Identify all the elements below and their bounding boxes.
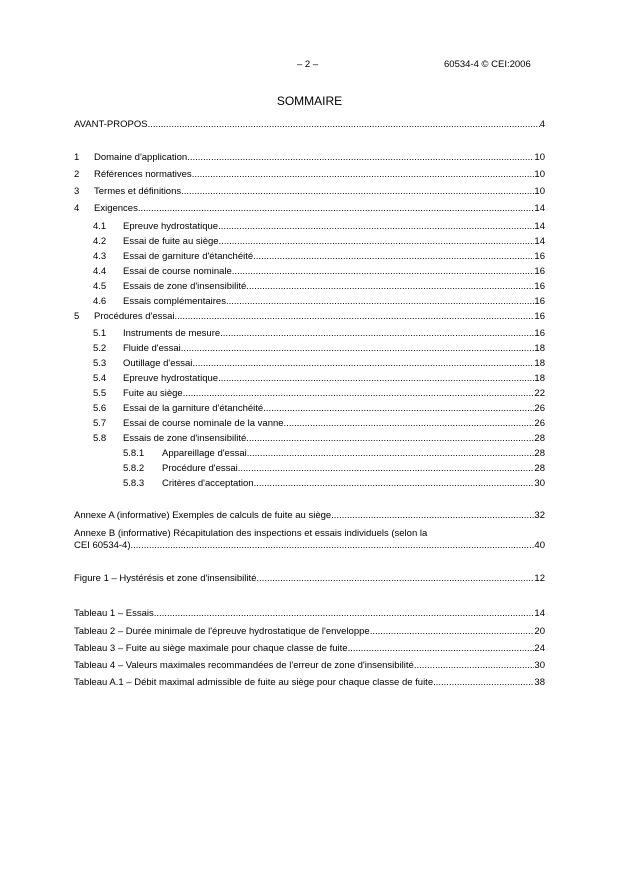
- toc-entry[interactable]: [93, 343, 545, 355]
- toc-entry-number: 5.8: [93, 433, 107, 444]
- toc-entry-number: 5: [74, 311, 80, 322]
- leader-dots: [247, 448, 535, 460]
- toc-entry-label: Epreuve hydrostatique: [123, 221, 219, 232]
- toc-entry[interactable]: [123, 448, 545, 460]
- toc-entry-label: Figure 1 – Hystérésis et zone d'insensibilité: [74, 573, 257, 584]
- toc-entry-label: Annexe B (informative) Récapitulation des inspections et essais individuels (selon la: [74, 528, 428, 539]
- toc-entry-page: 28: [534, 433, 545, 444]
- toc-entry-label: Fluide d'essai: [123, 343, 181, 354]
- toc-entry[interactable]: [93, 403, 545, 415]
- leader-dots: [370, 626, 535, 638]
- toc-entry-table[interactable]: [74, 643, 545, 655]
- toc-entry-number: 5.1: [93, 328, 107, 339]
- toc-entry-label: Essais de zone d'insensibilité: [123, 433, 247, 444]
- toc-entry[interactable]: [93, 433, 545, 445]
- toc-entry-number: 5.8.2: [123, 463, 145, 474]
- leader-dots: [246, 433, 534, 445]
- toc-entry[interactable]: [93, 221, 545, 233]
- toc-entry-number: 4: [74, 203, 80, 214]
- toc-entry-page: 40: [534, 540, 545, 551]
- toc-entry-page: 16: [534, 296, 545, 307]
- toc-entry[interactable]: [74, 203, 545, 215]
- toc-entry-annex-a[interactable]: [74, 510, 545, 522]
- toc-entry-page: 28: [534, 463, 545, 474]
- toc-entry-page: 20: [534, 626, 545, 637]
- toc-entry[interactable]: [93, 236, 545, 248]
- toc-entry[interactable]: [93, 296, 545, 308]
- toc-entry[interactable]: [93, 388, 545, 400]
- leader-dots: [348, 643, 535, 655]
- toc-entry-page: 16: [534, 328, 545, 339]
- toc-entry-label: Fuite au siège: [123, 388, 183, 399]
- toc-entry-page: 18: [534, 343, 545, 354]
- toc-entry-number: 5.8.3: [123, 478, 145, 489]
- toc-entry[interactable]: [93, 266, 545, 278]
- toc-entry-table[interactable]: [74, 677, 545, 689]
- toc-entry-page: 38: [534, 677, 545, 688]
- toc-entry-label: AVANT-PROPOS: [74, 119, 148, 130]
- leader-dots: [131, 540, 535, 552]
- toc-entry-page: 14: [534, 221, 545, 232]
- toc-entry-label: Outillage d'essai: [123, 358, 193, 369]
- leader-dots: [148, 119, 540, 131]
- toc-entry-table[interactable]: [74, 626, 545, 638]
- leader-dots: [218, 373, 534, 385]
- leader-dots: [181, 343, 535, 355]
- toc-entry-number: 5.5: [93, 388, 107, 399]
- toc-entry-label: Tableau 3 – Fuite au siège maximale pour chaque classe de fuite: [74, 643, 348, 654]
- toc-entry[interactable]: [74, 186, 545, 198]
- toc-entry-page: 16: [534, 281, 545, 292]
- toc-entry-avant-propos[interactable]: [74, 119, 545, 131]
- leader-dots: [232, 266, 535, 278]
- toc-entry[interactable]: [123, 478, 545, 490]
- toc-entry-label: Essai de course nominale de la vanne: [123, 418, 284, 429]
- leader-dots: [433, 677, 534, 689]
- toc-entry-page: 14: [534, 608, 545, 619]
- toc-entry-number: 1: [74, 152, 80, 163]
- toc-entry-label: Domaine d'application: [94, 152, 188, 163]
- toc-entry-label: Critères d'acceptation: [162, 478, 254, 489]
- toc-entry[interactable]: [93, 373, 545, 385]
- leader-dots: [192, 169, 535, 181]
- leader-dots: [181, 186, 534, 198]
- toc-entry-label-line2: CEI 60534-4): [74, 540, 131, 551]
- toc-entry-label: Annexe A (informative) Exemples de calculs de fuite au siège: [74, 510, 332, 521]
- toc-entry-label: Essais de zone d'insensibilité: [123, 281, 247, 292]
- toc-entry-label: Tableau 1 – Essais: [74, 608, 154, 619]
- toc-entry[interactable]: [74, 311, 545, 323]
- toc-entry[interactable]: [74, 152, 545, 164]
- leader-dots: [175, 311, 535, 323]
- toc-entry-label: Procédures d'essai: [94, 311, 175, 322]
- toc-entry-figure[interactable]: [74, 573, 545, 585]
- toc-entry-number: 5.4: [93, 373, 107, 384]
- toc-entry-table[interactable]: [74, 608, 545, 620]
- leader-dots: [414, 660, 535, 672]
- toc-entry-page: 14: [534, 236, 545, 247]
- toc-entry[interactable]: [93, 358, 545, 370]
- leader-dots: [220, 328, 534, 340]
- toc-entry-page: 10: [534, 169, 545, 180]
- toc-entry-page: 30: [534, 478, 545, 489]
- toc-entry-label: Tableau 4 – Valeurs maximales recommandées de l'erreur de zone d'insensibilité: [74, 660, 414, 671]
- toc-entry-number: 4.5: [93, 281, 107, 292]
- toc-entry-page: 4: [539, 119, 545, 130]
- toc-entry-page: 24: [534, 643, 545, 654]
- toc-entry-number: 4.1: [93, 221, 107, 232]
- toc-entry-page: 16: [534, 251, 545, 262]
- toc-entry-label: Instruments de mesure: [123, 328, 221, 339]
- leader-dots: [263, 403, 534, 415]
- page-number: – 2 –: [297, 59, 319, 70]
- toc-entry-page: 18: [534, 358, 545, 369]
- toc-entry-page: 10: [534, 152, 545, 163]
- toc-entry-number: 5.3: [93, 358, 107, 369]
- leader-dots: [154, 608, 535, 620]
- toc-entry-page: 16: [534, 311, 545, 322]
- leader-dots: [219, 236, 535, 248]
- toc-entry-label: Epreuve hydrostatique: [123, 373, 219, 384]
- toc-entry-label: Essai de la garniture d'étanchéité: [123, 403, 264, 414]
- leader-dots: [331, 510, 534, 522]
- toc-entry-number: 4.6: [93, 296, 107, 307]
- toc-entry-number: 5.6: [93, 403, 107, 414]
- toc-entry-label: Essai de garniture d'étanchéité: [123, 251, 254, 262]
- toc-entry-page: 22: [534, 388, 545, 399]
- toc-entry-number: 5.2: [93, 343, 107, 354]
- toc-entry-number: 4.3: [93, 251, 107, 262]
- leader-dots: [226, 296, 534, 308]
- leader-dots: [238, 463, 535, 475]
- toc-entry-number: 5.7: [93, 418, 107, 429]
- toc-entry-page: 30: [534, 660, 545, 671]
- toc-entry-label: Procédure d'essai: [162, 463, 238, 474]
- leader-dots: [187, 152, 534, 164]
- toc-entry[interactable]: [93, 281, 545, 293]
- leader-dots: [284, 418, 535, 430]
- leader-dots: [183, 388, 535, 400]
- toc-entry-label: Essai de course nominale: [123, 266, 232, 277]
- toc-entry-number: 3: [74, 186, 80, 197]
- toc-entry-label: Termes et définitions: [94, 186, 182, 197]
- toc-entry-page: 16: [534, 266, 545, 277]
- toc-entry-label: Appareillage d'essai: [162, 448, 247, 459]
- toc-entry-page: 14: [534, 203, 545, 214]
- toc-entry[interactable]: [123, 463, 545, 475]
- toc-entry[interactable]: [74, 169, 545, 181]
- toc-entry-label: Essai de fuite au siège: [123, 236, 219, 247]
- toc-entry-label: Tableau A.1 – Débit maximal admissible de fuite au siège pour chaque classe de fuite: [74, 677, 434, 688]
- toc-entry-annex-b[interactable]: [74, 528, 545, 552]
- leader-dots: [218, 221, 534, 233]
- toc-entry-page: 32: [534, 510, 545, 521]
- toc-entry-label: Références normatives: [94, 169, 192, 180]
- toc-entry-table[interactable]: [74, 660, 545, 672]
- leader-dots: [256, 573, 534, 585]
- toc-entry-number: 2: [74, 169, 80, 180]
- leader-dots: [138, 203, 535, 215]
- toc-entry-number: 5.8.1: [123, 448, 145, 459]
- toc-entry-page: 28: [534, 448, 545, 459]
- toc-entry-label-continuation: [74, 540, 545, 552]
- toc-entry[interactable]: [93, 328, 545, 340]
- toc-entry-label: Exigences: [94, 203, 138, 214]
- document-reference: 60534-4 © CEI:2006: [444, 59, 531, 70]
- leader-dots: [192, 358, 534, 370]
- toc-entry-page: 12: [534, 573, 545, 584]
- toc-entry-page: 26: [534, 403, 545, 414]
- toc-entry-page: 10: [534, 186, 545, 197]
- toc-entry-number: 4.4: [93, 266, 107, 277]
- toc-entry[interactable]: [93, 251, 545, 263]
- toc-entry-page: 18: [534, 373, 545, 384]
- leader-dots: [246, 281, 534, 293]
- toc-entry-label: Tableau 2 – Durée minimale de l'épreuve hydrostatique de l'enveloppe: [74, 626, 370, 637]
- toc-entry-label: Essais complémentaires: [123, 296, 226, 307]
- toc-entry[interactable]: [93, 418, 545, 430]
- toc-entry-number: 4.2: [93, 236, 107, 247]
- toc-entry-page: 26: [534, 418, 545, 429]
- page-title: SOMMAIRE: [276, 94, 343, 108]
- leader-dots: [253, 251, 534, 263]
- leader-dots: [254, 478, 535, 490]
